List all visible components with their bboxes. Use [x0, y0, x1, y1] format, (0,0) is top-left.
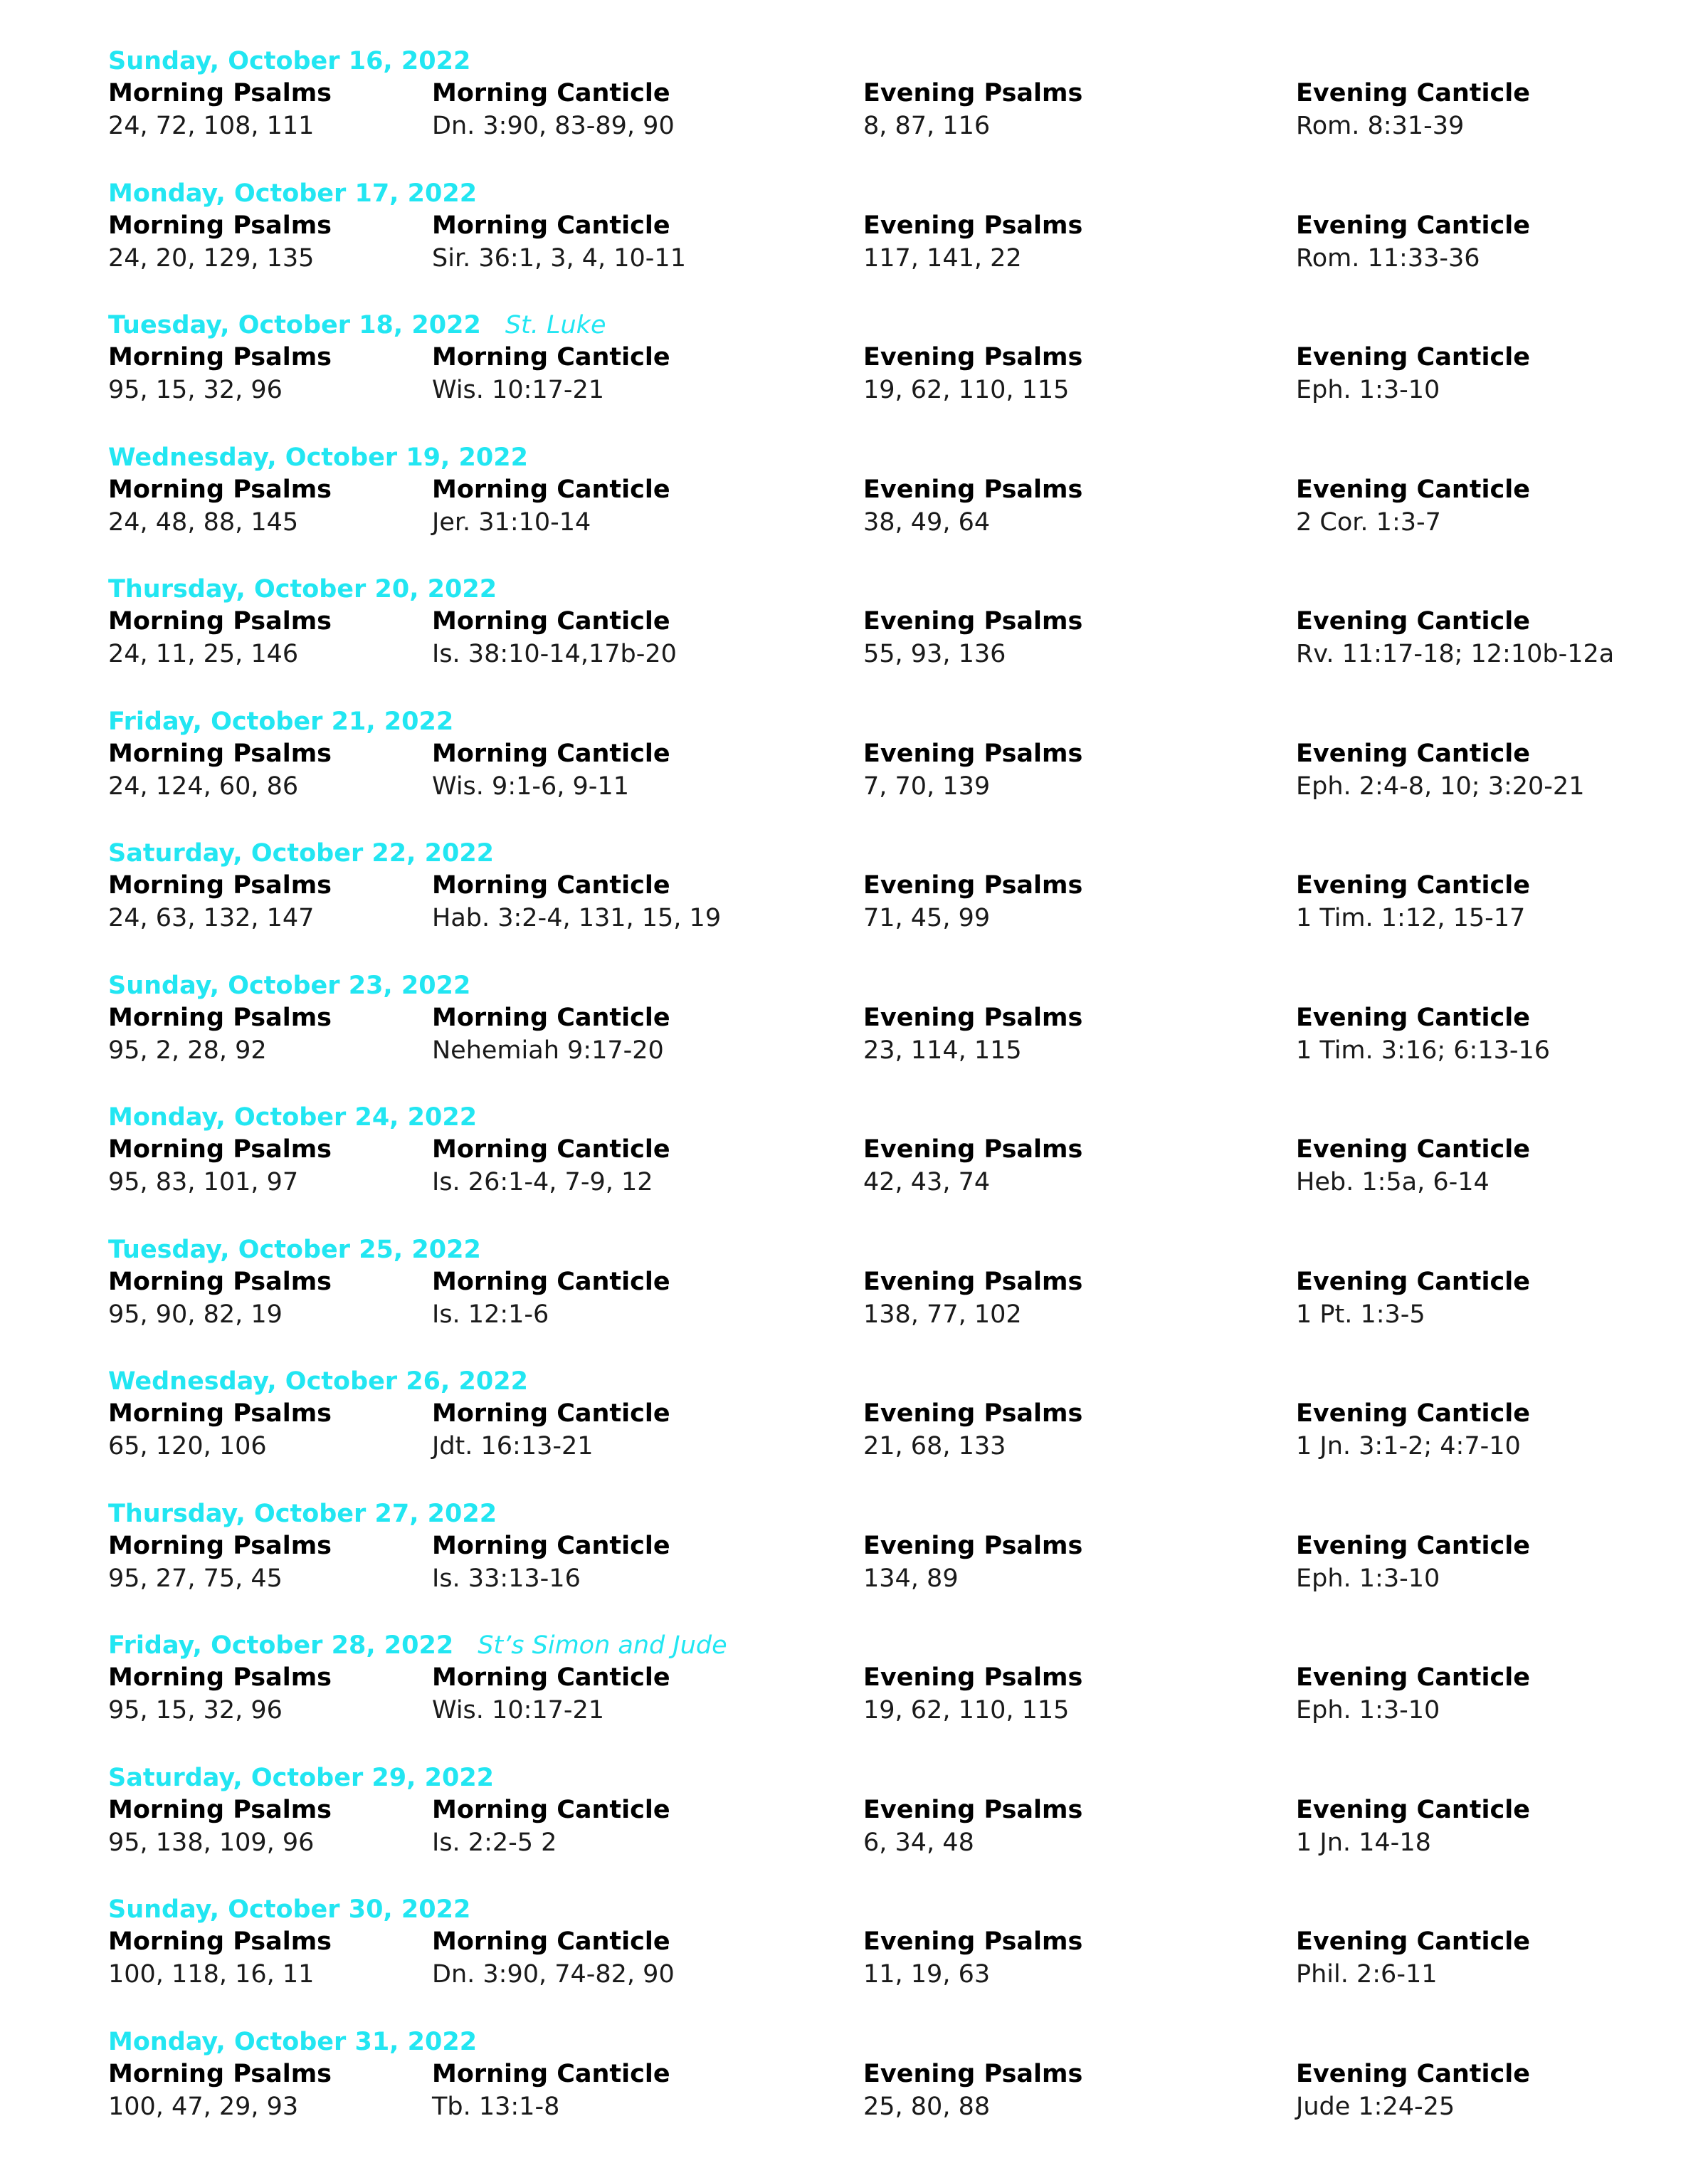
morning-canticle-heading: Morning Canticle	[432, 1794, 670, 1826]
date-line	[108, 442, 1674, 473]
evening-psalms-heading: Evening Psalms	[863, 869, 1082, 902]
morning-psalms-heading: Morning Psalms	[108, 473, 332, 506]
morning-psalms-value: 95, 2, 28, 92	[108, 1034, 267, 1067]
value-row	[108, 1694, 1674, 1727]
value-row	[108, 2090, 1674, 2123]
value-row	[108, 1166, 1674, 1199]
evening-canticle-value: Eph. 1:3-10	[1296, 1694, 1440, 1727]
morning-psalms-value: 24, 20, 129, 135	[108, 242, 314, 275]
evening-psalms-heading: Evening Psalms	[863, 2058, 1082, 2090]
heading-row	[108, 1794, 1674, 1826]
evening-canticle-heading: Evening Canticle	[1296, 77, 1530, 110]
morning-psalms-heading: Morning Psalms	[108, 2058, 332, 2090]
evening-psalms-value: 38, 49, 64	[863, 506, 990, 539]
morning-canticle-value: Wis. 10:17-21	[432, 1694, 604, 1727]
morning-psalms-value: 24, 48, 88, 145	[108, 506, 298, 539]
evening-psalms-heading: Evening Psalms	[863, 1925, 1082, 1958]
heading-row	[108, 605, 1674, 638]
date-line	[108, 2026, 1674, 2058]
morning-psalms-heading: Morning Psalms	[108, 341, 332, 374]
evening-psalms-value: 21, 68, 133	[863, 1430, 1006, 1463]
day-date: Saturday, October 22, 2022	[108, 839, 494, 868]
date-line	[108, 178, 1674, 209]
morning-canticle-value: Dn. 3:90, 74-82, 90	[432, 1958, 675, 1991]
evening-canticle-heading: Evening Canticle	[1296, 1661, 1530, 1694]
evening-psalms-value: 117, 141, 22	[863, 242, 1022, 275]
value-row	[108, 1826, 1674, 1859]
date-line	[108, 970, 1674, 1001]
day-entry	[108, 1366, 1674, 1498]
value-row	[108, 242, 1674, 275]
day-date: Sunday, October 23, 2022	[108, 972, 470, 1000]
morning-psalms-value: 95, 15, 32, 96	[108, 374, 283, 406]
evening-canticle-heading: Evening Canticle	[1296, 605, 1530, 638]
heading-row	[108, 1925, 1674, 1958]
evening-psalms-value: 19, 62, 110, 115	[863, 374, 1069, 406]
morning-psalms-heading: Morning Psalms	[108, 605, 332, 638]
evening-canticle-value: 1 Tim. 3:16; 6:13-16	[1296, 1034, 1550, 1067]
date-line	[108, 1366, 1674, 1397]
day-entry	[108, 838, 1674, 970]
reading-schedule	[108, 46, 1674, 2158]
heading-row	[108, 1397, 1674, 1430]
evening-canticle-value: Rom. 8:31-39	[1296, 110, 1464, 142]
morning-canticle-value: Is. 26:1-4, 7-9, 12	[432, 1166, 653, 1199]
date-line	[108, 1630, 1674, 1661]
evening-canticle-value: Rom. 11:33-36	[1296, 242, 1480, 275]
day-date: Sunday, October 16, 2022	[108, 47, 470, 75]
morning-canticle-value: Is. 33:13-16	[432, 1562, 581, 1595]
day-entry	[108, 1630, 1674, 1762]
morning-psalms-value: 24, 63, 132, 147	[108, 902, 314, 935]
evening-canticle-heading: Evening Canticle	[1296, 869, 1530, 902]
day-entry	[108, 178, 1674, 310]
heading-row	[108, 473, 1674, 506]
evening-canticle-heading: Evening Canticle	[1296, 1530, 1530, 1562]
morning-canticle-value: Is. 12:1-6	[432, 1298, 549, 1331]
day-date: Monday, October 31, 2022	[108, 2028, 477, 2056]
morning-psalms-heading: Morning Psalms	[108, 1133, 332, 1166]
evening-psalms-heading: Evening Psalms	[863, 209, 1082, 242]
day-entry	[108, 574, 1674, 706]
morning-canticle-heading: Morning Canticle	[432, 737, 670, 770]
day-entry	[108, 1894, 1674, 2026]
evening-canticle-value: 1 Tim. 1:12, 15-17	[1296, 902, 1525, 935]
morning-psalms-heading: Morning Psalms	[108, 1397, 332, 1430]
evening-canticle-value: Eph. 1:3-10	[1296, 1562, 1440, 1595]
evening-canticle-heading: Evening Canticle	[1296, 1397, 1530, 1430]
morning-canticle-value: Jdt. 16:13-21	[432, 1430, 594, 1463]
evening-psalms-value: 71, 45, 99	[863, 902, 990, 935]
morning-psalms-value: 100, 47, 29, 93	[108, 2090, 298, 2123]
heading-row	[108, 1530, 1674, 1562]
morning-psalms-value: 95, 15, 32, 96	[108, 1694, 283, 1727]
date-line	[108, 1498, 1674, 1530]
morning-canticle-heading: Morning Canticle	[432, 473, 670, 506]
morning-psalms-value: 65, 120, 106	[108, 1430, 267, 1463]
morning-psalms-heading: Morning Psalms	[108, 1001, 332, 1034]
day-date: Wednesday, October 26, 2022	[108, 1367, 528, 1396]
morning-canticle-heading: Morning Canticle	[432, 1133, 670, 1166]
value-row	[108, 902, 1674, 935]
date-line	[108, 1102, 1674, 1133]
morning-canticle-value: Tb. 13:1-8	[432, 2090, 559, 2123]
morning-canticle-value: Dn. 3:90, 83-89, 90	[432, 110, 675, 142]
evening-psalms-heading: Evening Psalms	[863, 605, 1082, 638]
heading-row	[108, 1001, 1674, 1034]
evening-canticle-value: Eph. 2:4-8, 10; 3:20-21	[1296, 770, 1584, 803]
day-entry	[108, 2026, 1674, 2158]
value-row	[108, 1298, 1674, 1331]
date-line	[108, 838, 1674, 869]
morning-canticle-heading: Morning Canticle	[432, 1661, 670, 1694]
value-row	[108, 638, 1674, 670]
evening-canticle-heading: Evening Canticle	[1296, 341, 1530, 374]
evening-canticle-heading: Evening Canticle	[1296, 1794, 1530, 1826]
day-date: Monday, October 24, 2022	[108, 1103, 477, 1132]
evening-canticle-value: Rv. 11:17-18; 12:10b-12a	[1296, 638, 1614, 670]
value-row	[108, 1562, 1674, 1595]
evening-psalms-value: 25, 80, 88	[863, 2090, 990, 2123]
value-row	[108, 506, 1674, 539]
evening-psalms-heading: Evening Psalms	[863, 1661, 1082, 1694]
day-date: Tuesday, October 18, 2022	[108, 311, 481, 340]
morning-psalms-value: 95, 27, 75, 45	[108, 1562, 283, 1595]
evening-canticle-value: 1 Pt. 1:3-5	[1296, 1298, 1425, 1331]
morning-psalms-value: 95, 138, 109, 96	[108, 1826, 314, 1859]
morning-psalms-value: 24, 124, 60, 86	[108, 770, 298, 803]
morning-canticle-value: Is. 38:10-14,17b-20	[432, 638, 677, 670]
heading-row	[108, 1133, 1674, 1166]
evening-psalms-value: 19, 62, 110, 115	[863, 1694, 1069, 1727]
evening-psalms-heading: Evening Psalms	[863, 341, 1082, 374]
evening-psalms-heading: Evening Psalms	[863, 737, 1082, 770]
evening-psalms-value: 6, 34, 48	[863, 1826, 974, 1859]
day-date: Monday, October 17, 2022	[108, 179, 477, 208]
evening-canticle-value: 1 Jn. 3:1-2; 4:7-10	[1296, 1430, 1521, 1463]
value-row	[108, 1430, 1674, 1463]
morning-canticle-value: Wis. 10:17-21	[432, 374, 604, 406]
heading-row	[108, 737, 1674, 770]
morning-psalms-heading: Morning Psalms	[108, 869, 332, 902]
morning-psalms-value: 24, 11, 25, 146	[108, 638, 298, 670]
evening-psalms-heading: Evening Psalms	[863, 1397, 1082, 1430]
day-entry	[108, 46, 1674, 178]
heading-row	[108, 1661, 1674, 1694]
feast-name: St’s Simon and Jude	[478, 1631, 727, 1660]
day-date: Friday, October 28, 2022	[108, 1631, 453, 1660]
heading-row	[108, 341, 1674, 374]
morning-canticle-heading: Morning Canticle	[432, 869, 670, 902]
day-entry	[108, 1498, 1674, 1631]
date-line	[108, 1762, 1674, 1794]
evening-canticle-heading: Evening Canticle	[1296, 209, 1530, 242]
morning-psalms-heading: Morning Psalms	[108, 1661, 332, 1694]
day-entry	[108, 706, 1674, 838]
morning-psalms-heading: Morning Psalms	[108, 1265, 332, 1298]
morning-canticle-value: Is. 2:2-5 2	[432, 1826, 557, 1859]
evening-psalms-heading: Evening Psalms	[863, 1133, 1082, 1166]
day-entry	[108, 1102, 1674, 1234]
evening-canticle-value: 1 Jn. 14-18	[1296, 1826, 1431, 1859]
value-row	[108, 1958, 1674, 1991]
morning-canticle-heading: Morning Canticle	[432, 341, 670, 374]
evening-psalms-value: 138, 77, 102	[863, 1298, 1022, 1331]
day-entry	[108, 1762, 1674, 1895]
morning-canticle-value: Nehemiah 9:17-20	[432, 1034, 664, 1067]
evening-canticle-value: Eph. 1:3-10	[1296, 374, 1440, 406]
evening-canticle-value: 2 Cor. 1:3-7	[1296, 506, 1441, 539]
day-entry	[108, 310, 1674, 442]
evening-psalms-heading: Evening Psalms	[863, 77, 1082, 110]
day-date: Thursday, October 27, 2022	[108, 1500, 497, 1528]
morning-psalms-value: 24, 72, 108, 111	[108, 110, 314, 142]
evening-canticle-heading: Evening Canticle	[1296, 2058, 1530, 2090]
evening-psalms-value: 42, 43, 74	[863, 1166, 990, 1199]
day-date: Thursday, October 20, 2022	[108, 575, 497, 604]
evening-psalms-value: 11, 19, 63	[863, 1958, 990, 1991]
value-row	[108, 374, 1674, 406]
evening-canticle-heading: Evening Canticle	[1296, 1265, 1530, 1298]
evening-canticle-value: Jude 1:24-25	[1296, 2090, 1455, 2123]
evening-psalms-heading: Evening Psalms	[863, 1794, 1082, 1826]
evening-canticle-value: Heb. 1:5a, 6-14	[1296, 1166, 1490, 1199]
morning-canticle-heading: Morning Canticle	[432, 77, 670, 110]
evening-canticle-heading: Evening Canticle	[1296, 1133, 1530, 1166]
day-date: Wednesday, October 19, 2022	[108, 443, 528, 472]
evening-psalms-value: 7, 70, 139	[863, 770, 990, 803]
date-line	[108, 574, 1674, 605]
morning-psalms-heading: Morning Psalms	[108, 77, 332, 110]
day-date: Saturday, October 29, 2022	[108, 1764, 494, 1792]
evening-canticle-heading: Evening Canticle	[1296, 1001, 1530, 1034]
morning-canticle-heading: Morning Canticle	[432, 1530, 670, 1562]
value-row	[108, 110, 1674, 142]
evening-canticle-heading: Evening Canticle	[1296, 473, 1530, 506]
value-row	[108, 770, 1674, 803]
feast-name: St. Luke	[505, 311, 606, 340]
evening-psalms-value: 23, 114, 115	[863, 1034, 1022, 1067]
evening-psalms-heading: Evening Psalms	[863, 1530, 1082, 1562]
date-line	[108, 1894, 1674, 1925]
heading-row	[108, 1265, 1674, 1298]
date-line	[108, 46, 1674, 77]
morning-canticle-value: Hab. 3:2-4, 131, 15, 19	[432, 902, 721, 935]
evening-psalms-heading: Evening Psalms	[863, 1001, 1082, 1034]
day-date: Friday, October 21, 2022	[108, 707, 453, 736]
evening-psalms-value: 55, 93, 136	[863, 638, 1006, 670]
evening-psalms-value: 134, 89	[863, 1562, 959, 1595]
morning-psalms-heading: Morning Psalms	[108, 1925, 332, 1958]
morning-psalms-value: 100, 118, 16, 11	[108, 1958, 314, 1991]
morning-psalms-value: 95, 83, 101, 97	[108, 1166, 298, 1199]
day-date: Sunday, October 30, 2022	[108, 1895, 470, 1924]
morning-psalms-heading: Morning Psalms	[108, 209, 332, 242]
morning-canticle-heading: Morning Canticle	[432, 2058, 670, 2090]
morning-canticle-heading: Morning Canticle	[432, 1001, 670, 1034]
morning-canticle-value: Sir. 36:1, 3, 4, 10-11	[432, 242, 686, 275]
morning-canticle-heading: Morning Canticle	[432, 209, 670, 242]
date-line	[108, 1234, 1674, 1265]
evening-psalms-heading: Evening Psalms	[863, 1265, 1082, 1298]
morning-psalms-heading: Morning Psalms	[108, 1530, 332, 1562]
evening-canticle-value: Phil. 2:6-11	[1296, 1958, 1437, 1991]
morning-canticle-heading: Morning Canticle	[432, 1925, 670, 1958]
heading-row	[108, 209, 1674, 242]
morning-canticle-heading: Morning Canticle	[432, 1265, 670, 1298]
day-entry	[108, 1234, 1674, 1367]
morning-psalms-value: 95, 90, 82, 19	[108, 1298, 283, 1331]
evening-canticle-heading: Evening Canticle	[1296, 737, 1530, 770]
morning-canticle-value: Jer. 31:10-14	[432, 506, 591, 539]
day-entry	[108, 970, 1674, 1102]
day-date: Tuesday, October 25, 2022	[108, 1236, 481, 1264]
date-line	[108, 310, 1674, 341]
evening-canticle-heading: Evening Canticle	[1296, 1925, 1530, 1958]
heading-row	[108, 869, 1674, 902]
morning-canticle-heading: Morning Canticle	[432, 1397, 670, 1430]
evening-psalms-value: 8, 87, 116	[863, 110, 990, 142]
morning-canticle-value: Wis. 9:1-6, 9-11	[432, 770, 629, 803]
date-line	[108, 706, 1674, 737]
heading-row	[108, 77, 1674, 110]
morning-psalms-heading: Morning Psalms	[108, 737, 332, 770]
morning-psalms-heading: Morning Psalms	[108, 1794, 332, 1826]
evening-psalms-heading: Evening Psalms	[863, 473, 1082, 506]
value-row	[108, 1034, 1674, 1067]
heading-row	[108, 2058, 1674, 2090]
morning-canticle-heading: Morning Canticle	[432, 605, 670, 638]
day-entry	[108, 442, 1674, 574]
